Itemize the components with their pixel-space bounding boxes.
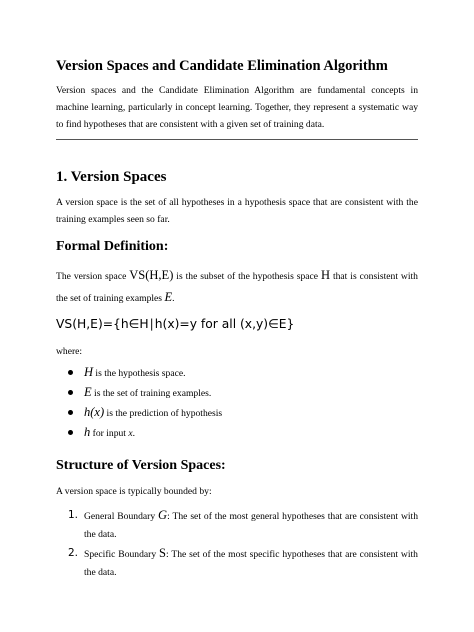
- bullet-icon: [68, 370, 73, 375]
- formal-text-4: .: [172, 293, 175, 304]
- list-item: [56, 402, 418, 422]
- symbol-h-cap: H: [84, 365, 94, 379]
- intro-paragraph: Version spaces and the Candidate Elimination Algorithm are fundamental concepts in machine learning, particularly in concept learning. Together, they represent a systematic way to find hypotheses that are consistent with a given set of training data.: [56, 85, 418, 130]
- symbol-g: G: [158, 508, 168, 522]
- formal-e-symbol: E: [164, 290, 173, 304]
- formal-text-2: is the subset of the hypothesis space: [173, 271, 321, 282]
- structure-paragraph: A version space is typically bounded by:: [56, 486, 212, 497]
- formal-h-symbol: H: [321, 268, 331, 282]
- formal-text-3: that is consistent with the set of training examples: [56, 271, 418, 304]
- list-item-text: is the prediction of hypothesis: [104, 408, 223, 419]
- bullet-icon: [68, 430, 73, 435]
- list-item-end: .: [132, 428, 136, 439]
- symbol-h: h: [84, 425, 91, 439]
- boundary-text: : The set of the most general hypotheses that are consistent with the data.: [84, 511, 419, 540]
- list-item: [56, 382, 418, 402]
- formal-vs-symbol: VS(H,E): [129, 268, 174, 282]
- bullet-icon: [68, 410, 73, 415]
- version-space-definition: A version space is the set of all hypotheses in a hypothesis space that are consistent with the training examples seen so far.: [56, 197, 418, 225]
- formal-text-1: The version space: [56, 271, 130, 282]
- boundary-text: : The set of the most specific hypotheses that are consistent with the data.: [84, 549, 418, 578]
- document-title: Version Spaces and Candidate Elimination Algorithm: [56, 58, 388, 74]
- section-heading-version-spaces: 1. Version Spaces: [56, 169, 167, 185]
- symbol-hx: h(x): [84, 405, 105, 419]
- boundary-label: General Boundary: [84, 511, 159, 522]
- structure-heading: Structure of Version Spaces:: [56, 458, 226, 473]
- formal-definition-heading: Formal Definition:: [56, 239, 169, 254]
- boundary-list: [56, 507, 418, 583]
- list-item: [56, 507, 418, 543]
- symbol-e: E: [84, 385, 92, 399]
- list-item: [56, 422, 418, 442]
- version-space-formula: VS(H,E)={h∈H∣h(x)=y for all (x,y)∈E}: [56, 317, 295, 331]
- symbol-definitions-list: [56, 362, 418, 442]
- list-number: 2.: [68, 547, 79, 559]
- horizontal-rule: [56, 139, 418, 140]
- symbol-x: x: [128, 428, 133, 439]
- list-item-text: for input: [90, 428, 129, 439]
- where-label: where:: [56, 346, 83, 357]
- symbol-s: S: [159, 546, 166, 560]
- list-item: [56, 362, 418, 382]
- list-item-text: is the hypothesis space.: [93, 368, 186, 379]
- boundary-label: Specific Boundary: [84, 549, 160, 560]
- list-item: [56, 545, 418, 581]
- list-number: 1.: [68, 509, 79, 521]
- bullet-icon: [68, 390, 73, 395]
- list-item-text: is the set of training examples.: [91, 388, 212, 399]
- formal-definition-paragraph: [56, 265, 418, 309]
